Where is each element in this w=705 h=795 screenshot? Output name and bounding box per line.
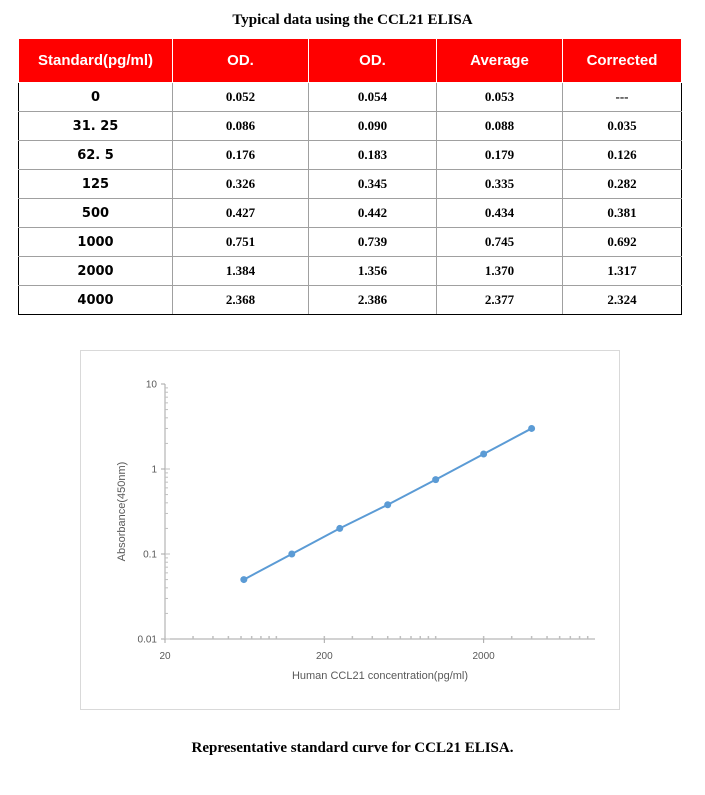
- cell-corrected: ---: [563, 83, 682, 112]
- table-row: [19, 112, 682, 141]
- cell-corrected: 0.035: [563, 112, 682, 141]
- cell-od-1: 0.176: [173, 141, 309, 170]
- cell-od-2: 0.739: [309, 228, 437, 257]
- data-point: [432, 476, 439, 483]
- cell-od-2: 0.183: [309, 141, 437, 170]
- cell-standard: 31. 25: [19, 112, 173, 141]
- y-tick-label: 1: [151, 464, 157, 476]
- cell-od-2: 0.345: [309, 170, 437, 199]
- table-row: [19, 141, 682, 170]
- data-table: [18, 38, 682, 315]
- x-tick-label: 200: [315, 651, 333, 662]
- table-row: [19, 83, 682, 112]
- cell-od-1: 0.751: [173, 228, 309, 257]
- chart-caption: Representative standard curve for CCL21 ELISA.: [191, 740, 514, 756]
- cell-average: 0.179: [437, 141, 563, 170]
- cell-od-1: 2.368: [173, 286, 309, 315]
- cell-standard: 2000: [19, 257, 173, 286]
- y-tick-label: 0.1: [143, 549, 157, 561]
- cell-od-2: 0.054: [309, 83, 437, 112]
- data-point: [336, 525, 343, 532]
- cell-average: 2.377: [437, 286, 563, 315]
- header-corrected: Corrected: [563, 39, 682, 83]
- data-point: [528, 425, 535, 432]
- cell-standard: 125: [19, 170, 173, 199]
- cell-corrected: 1.317: [563, 257, 682, 286]
- table-row: [19, 257, 682, 286]
- table-row: [19, 286, 682, 315]
- cell-corrected: 0.282: [563, 170, 682, 199]
- table-row: [19, 228, 682, 257]
- x-axis-title: Human CCL21 concentration(pg/ml): [291, 670, 469, 682]
- cell-standard: 62. 5: [19, 141, 173, 170]
- chart-area: [80, 350, 620, 710]
- data-point: [240, 576, 247, 583]
- cell-standard: 1000: [19, 228, 173, 257]
- x-tick-label: 2000: [472, 651, 495, 662]
- header-average: Average: [437, 39, 563, 83]
- y-tick-label: 10: [145, 379, 157, 391]
- cell-corrected: 0.126: [563, 141, 682, 170]
- cell-corrected: 0.381: [563, 199, 682, 228]
- cell-corrected: 0.692: [563, 228, 682, 257]
- data-point: [288, 551, 295, 558]
- cell-od-2: 1.356: [309, 257, 437, 286]
- cell-average: 0.745: [437, 228, 563, 257]
- data-point: [384, 501, 391, 508]
- cell-od-1: 0.427: [173, 199, 309, 228]
- table-row: [19, 199, 682, 228]
- cell-corrected: 2.324: [563, 286, 682, 315]
- y-axis-title: Absorbance(450nm): [116, 461, 128, 562]
- cell-od-1: 1.384: [173, 257, 309, 286]
- header-od-2: OD.: [309, 39, 437, 83]
- cell-od-2: 0.442: [309, 199, 437, 228]
- cell-standard: 4000: [19, 286, 173, 315]
- cell-od-2: 0.090: [309, 112, 437, 141]
- cell-standard: 0: [19, 83, 173, 112]
- cell-average: 0.053: [437, 83, 563, 112]
- standard-curve-chart: [81, 351, 619, 709]
- header-standard: Standard(pg/ml): [19, 39, 173, 83]
- data-point: [480, 451, 487, 458]
- header-od-1: OD.: [173, 39, 309, 83]
- cell-average: 0.088: [437, 112, 563, 141]
- cell-od-1: 0.086: [173, 112, 309, 141]
- cell-od-2: 2.386: [309, 286, 437, 315]
- cell-standard: 500: [19, 199, 173, 228]
- cell-average: 0.335: [437, 170, 563, 199]
- y-tick-label: 0.01: [137, 634, 157, 646]
- cell-od-1: 0.052: [173, 83, 309, 112]
- cell-od-1: 0.326: [173, 170, 309, 199]
- cell-average: 1.370: [437, 257, 563, 286]
- x-tick-label: 20: [159, 651, 171, 662]
- cell-average: 0.434: [437, 199, 563, 228]
- table-title: Typical data using the CCL21 ELISA: [232, 12, 473, 28]
- table-row: [19, 170, 682, 199]
- table-header-row: [19, 39, 682, 83]
